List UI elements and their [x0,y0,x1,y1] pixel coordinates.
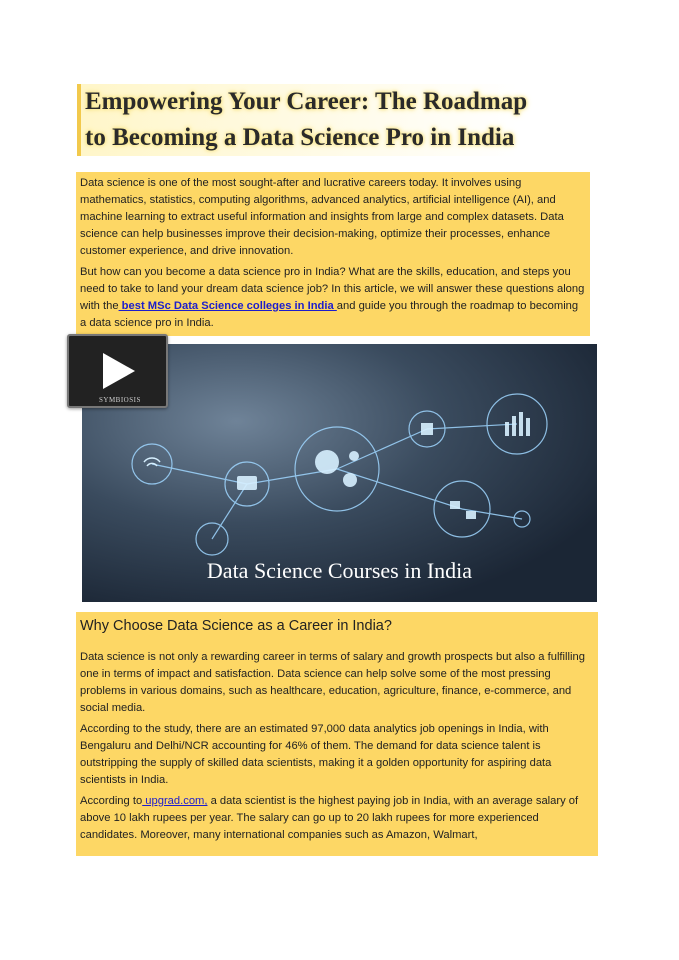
why-paragraph-3 [80,793,594,844]
title-line-1: Empowering Your Career: The Roadmap [85,88,528,115]
intro-paragraph-2 [80,264,586,332]
intro-paragraph-2-text: But how can you become a data science pro in India? What are the skills, education, and steps you need to take to land your dream data science job? In this article, we will answer these questions along with the [80,266,585,312]
symbiosis-logo-text: SYMBIOSIS [99,396,141,404]
why-paragraph-1: Data science is not only a rewarding career in terms of salary and growth prospects but also a fulfilling one in terms of impact and satisfaction. Data science can help solve some of the most pressing problems in various domains, such as healthcare, education, agriculture, finance, e-commerce, and social media. [80,651,585,714]
play-icon [103,353,135,389]
title-line-2: to Becoming a Data Science Pro in India [85,124,515,151]
article-title [77,84,595,156]
why-heading: Why Choose Data Science as a Career in India? [80,618,392,634]
upgrad-link[interactable]: upgrad.com, [142,795,208,807]
intro-paragraph-2-tail: and guide you through the roadmap to becoming a data science pro in India. [80,300,579,329]
msc-colleges-link[interactable]: best MSc Data Science colleges in India [118,300,337,312]
why-paragraph-3-tail: a data scientist is the highest paying job in India, with an average salary of above 10 lakh rupees per year. The salary can go up to 20 lakh rupees for more experienced candidates. Moreover, many international companies such as Amazon, Walmart, [80,795,579,841]
banner-caption: Data Science Courses in India [206,558,473,583]
intro-section [76,172,590,336]
video-play-button[interactable] [67,334,168,408]
why-paragraph-3-text: According to [80,795,143,807]
why-data-science-section [76,612,598,856]
intro-paragraph-1: Data science is one of the most sought-after and lucrative careers today. It involves using mathematics, statistics, computing algorithms, advanced analytics, artificial intelligence (AI), and machine learning to extract useful information and insights from large and complex datasets. Data science can help businesses improve their decision-making, optimize their processes, enhance customer experience, and drive innovation. [80,177,564,257]
why-paragraph-2: According to the study, there are an estimated 97,000 data analytics job openings in India, with Bengaluru and Delhi/NCR accounting for 46% of them. The demand for data science talent is outstripping the supply of skilled data scientists, making it a golden opportunity for aspiring data scientists in India. [80,723,552,786]
